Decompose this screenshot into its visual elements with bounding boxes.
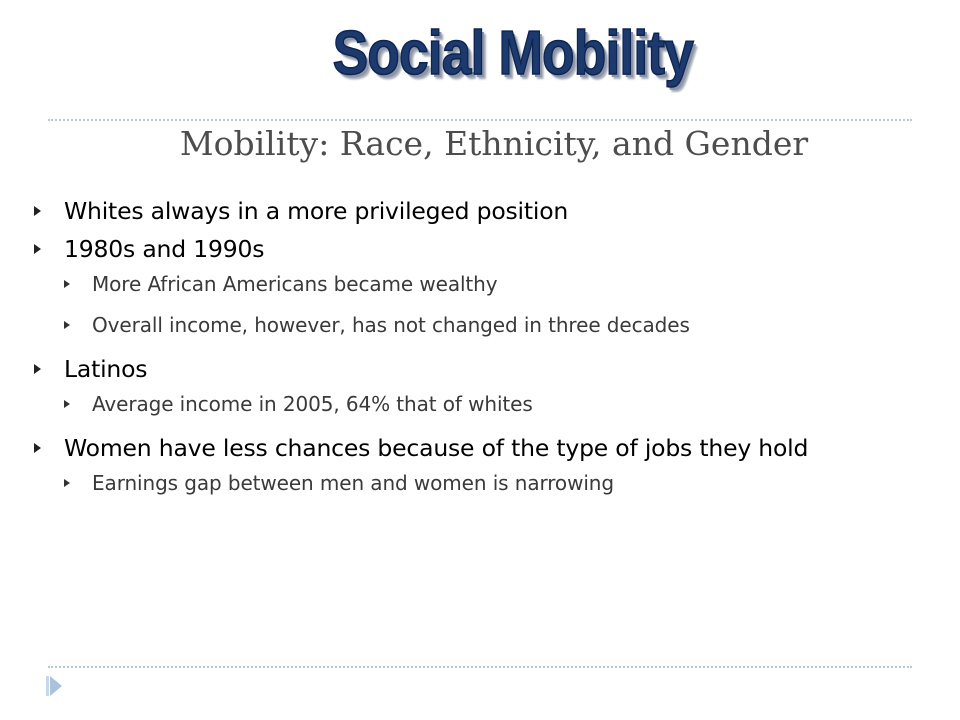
sub-bullet-triangle-icon <box>64 479 70 487</box>
sub-bullet-text: Overall income, however, has not changed in three decades <box>92 313 690 337</box>
bullet-item <box>48 234 908 264</box>
sub-bullet-text: More African Americans became wealthy <box>92 272 498 296</box>
bullet-triangle-icon <box>34 364 41 374</box>
bullet-triangle-icon <box>34 443 41 453</box>
bullet-triangle-icon <box>34 206 41 216</box>
bullet-item <box>48 433 908 463</box>
corner-triangle-icon <box>50 676 62 696</box>
bullet-text: Latinos <box>64 355 148 383</box>
sub-bullet-triangle-icon <box>64 321 70 329</box>
sub-bullet-item <box>48 392 908 417</box>
sub-bullet-triangle-icon <box>64 280 70 288</box>
slide-subtitle: Mobility: Race, Ethnicity, and Gender <box>179 124 809 163</box>
sub-bullet-item <box>48 471 908 496</box>
sub-bullet-item <box>48 272 908 297</box>
bullet-text: Whites always in a more privileged position <box>64 197 569 225</box>
bullet-item <box>48 354 908 384</box>
bullet-list <box>48 196 908 512</box>
bullet-triangle-icon <box>34 244 41 254</box>
sub-bullet-text: Average income in 2005, 64% that of whites <box>92 392 533 416</box>
bullet-text: Women have less chances because of the type of jobs they hold <box>64 434 809 462</box>
sub-bullet-triangle-icon <box>64 400 70 408</box>
slide-title: Social Mobility <box>332 19 693 88</box>
bullet-text: 1980s and 1990s <box>64 235 265 263</box>
sub-bullet-text: Earnings gap between men and women is narrowing <box>92 471 614 495</box>
corner-bar <box>46 676 49 696</box>
sub-bullet-item <box>48 313 908 338</box>
bullet-item <box>48 196 908 226</box>
bottom-divider <box>48 666 912 668</box>
